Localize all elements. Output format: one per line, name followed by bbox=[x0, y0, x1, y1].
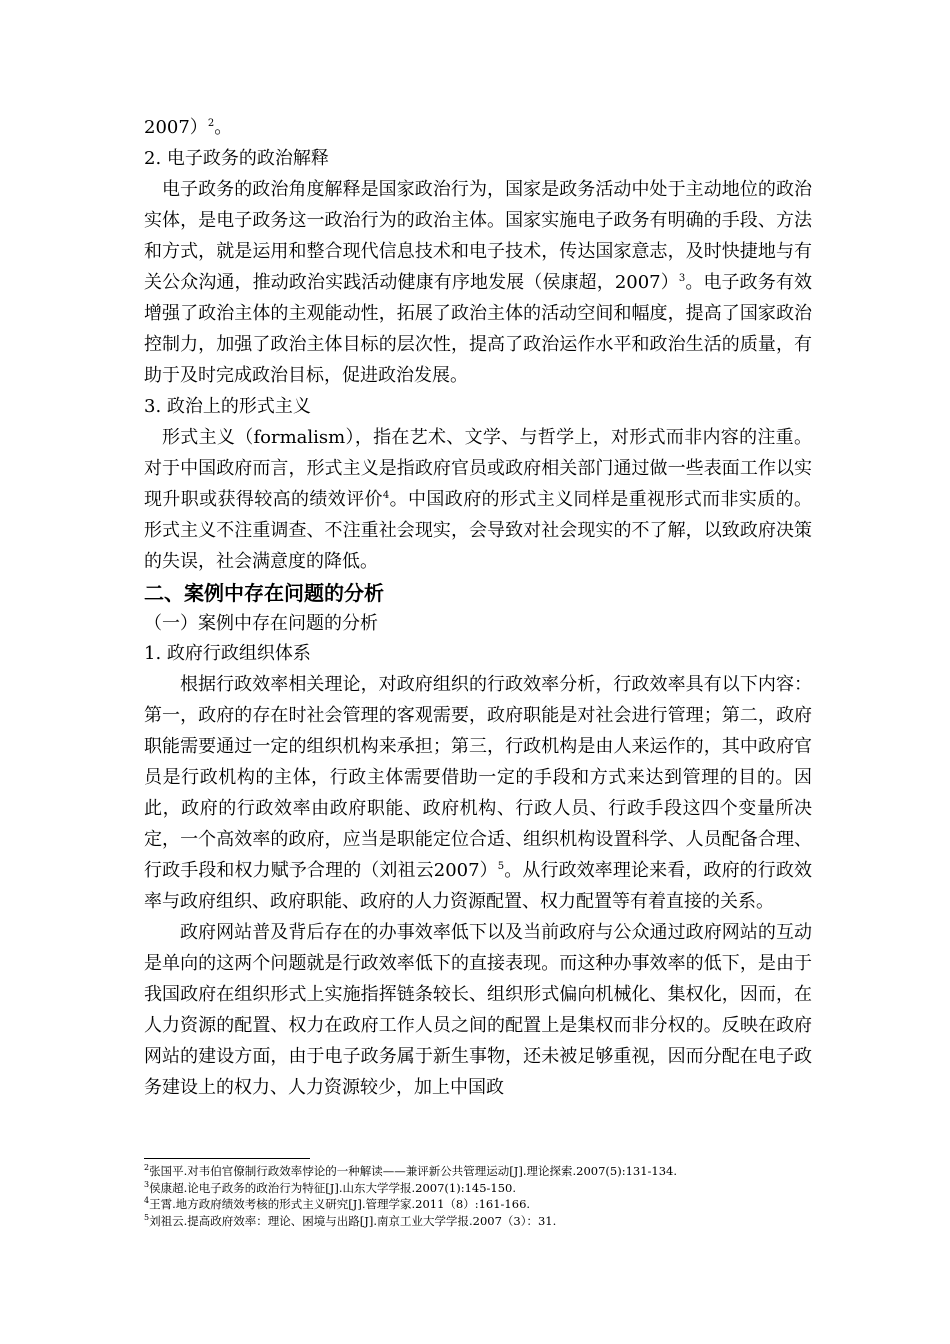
footnote-ref: 4 bbox=[382, 490, 390, 501]
continued-line bbox=[144, 112, 812, 143]
paragraph-text: 根据行政效率相关理论，对政府组织的行政效率分析，行政效率具有以下内容：第一，政府的存在时社会管理的客观需要，政府职能是对社会进行管理；第二，政府职能需要通过一定的组织机构来承担；第三，行政机构是由人来运作的，其中政府官员是行政机构的主体，行政主体需要借助一定的手段和方式来达到管理的目的。因此，政府的行政效率由政府职能、政府机构、行政人员、行政手段这四个变量所决定，一个高效率的政府，应当是职能定位合适、组织机构设置科学、人员配备合理、行政手段和权力赋予合理的（刘祖云2007） bbox=[144, 674, 812, 881]
footnote-separator bbox=[144, 1158, 310, 1159]
paragraph-formalism bbox=[144, 422, 812, 577]
subsection-title: （一）案例中存在问题的分析 bbox=[144, 613, 378, 634]
paragraph-text: 。电子政务有效增强了政治主体的主观能动性，拓展了政治主体的活动空间和幅度，提高了国家政治控制力，加强了政治主体目标的层次性，提高了政治运作水平和政治生活的质量，有助于及时完成政治目标，促进政治发展。 bbox=[144, 272, 812, 386]
paragraph-efficiency bbox=[144, 669, 812, 917]
footnote-4: $^4$王霄.地方政府绩效考核的形式主义研究[J].管理学家.2011（8）:161-166. bbox=[144, 1196, 531, 1211]
continued-text-end: 。 bbox=[214, 117, 233, 138]
body-text bbox=[144, 112, 812, 1103]
paragraph-government-website: 政府网站普及背后存在的办事效率低下以及当前政府与公众通过政府网站的互动是单向的这两个问题就是行政效率低下的直接表现。而这种办事效率的低下，是由于我国政府在组织形式上实施指挥链条较长、组织形式偏向机械化、集权化，因而，在人力资源的配置、权力在政府工作人员之间的配置上是集权而非分权的。反映在政府网站的建设方面，由于电子政务属于新生事物，还未被足够重视，因而分配在电子政务建设上的权力、人力资源较少，加上中国政 bbox=[144, 922, 812, 1098]
section-title: 二、案例中存在问题的分析 bbox=[144, 581, 384, 605]
footnotes bbox=[144, 1163, 844, 1229]
heading-admin-organization: 1. 政府行政组织体系 bbox=[144, 643, 311, 664]
footnote-3: $^3$侯康超.论电子政务的政治行为特征[J].山东大学学报.2007(1):145-150. bbox=[144, 1179, 517, 1195]
paragraph-political bbox=[144, 174, 812, 391]
paragraph-text: 。从行政效率理论来看，政府的行政效率与政府组织、政府职能、政府的人力资源配置、权力配置等有着直接的关系。 bbox=[144, 860, 813, 912]
paragraph-text: 。中国政府的形式主义同样是重视形式而非实质的。形式主义不注重调查、不注重社会现实，会导致对社会现实的不了解，以致政府决策的失误，社会满意度的降低。 bbox=[144, 489, 812, 572]
footnote-ref: 2 bbox=[207, 118, 215, 129]
footnote-ref: 5 bbox=[497, 861, 505, 872]
heading-political-explanation: 2. 电子政务的政治解释 bbox=[144, 148, 329, 169]
footnote-ref: 3 bbox=[678, 273, 686, 284]
heading-formalism: 3. 政治上的形式主义 bbox=[144, 396, 311, 417]
paragraph-text: 电子政务的政治角度解释是国家政治行为，国家是政务活动中处于主动地位的政治实体，是电子政务这一政治行为的政治主体。国家实施电子政务有明确的手段、方法和方式，就是运用和整合现代信息技术和电子技术，传达国家意志，及时快捷地与有关公众沟通，推动政治实践活动健康有序地发展（侯康超，2007） bbox=[144, 179, 812, 293]
footnote-5: $^5$刘祖云.提高政府效率：理论、困境与出路[J].南京工业大学学报.2007（3）：31. bbox=[144, 1212, 557, 1228]
continued-text: 2007） bbox=[144, 117, 208, 138]
paragraph-text: 形式主义（formalism），指在艺术、文学、与哲学上，对形式而非内容的注重。对于中国政府而言，形式主义是指政府官员或政府相关部门通过做一些表面工作以实现升职或获得较高的绩效评价 bbox=[144, 427, 812, 510]
footnote-2: $^2$张国平.对韦伯官僚制行政效率悖论的一种解读——兼评新公共管理运动[J].理论探索.2007(5):131-134. bbox=[144, 1163, 678, 1178]
